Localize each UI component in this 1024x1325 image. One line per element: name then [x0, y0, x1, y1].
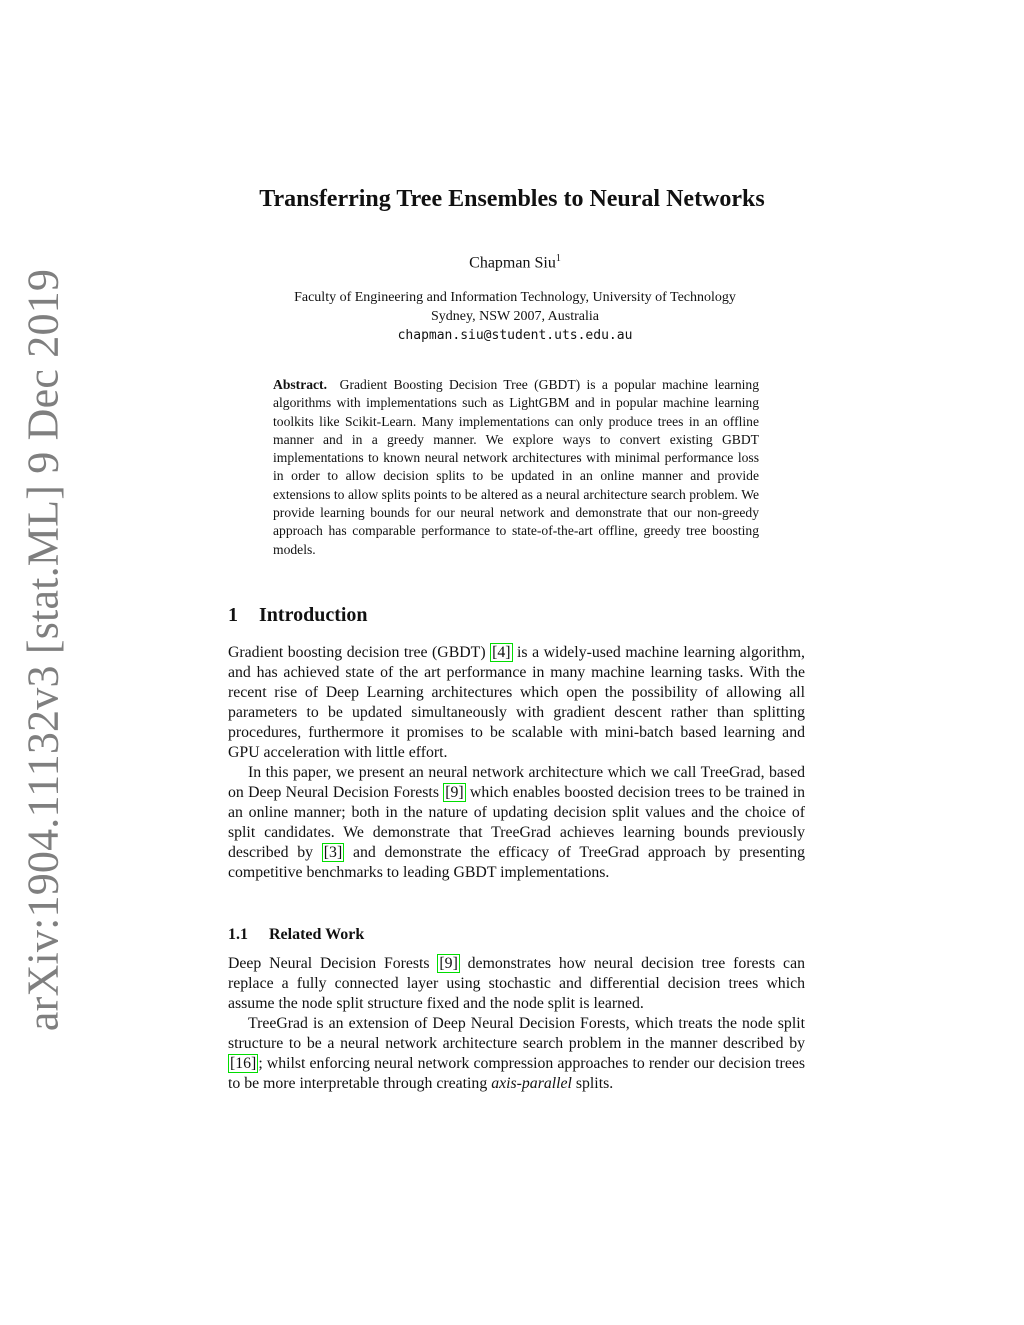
- related-work-paragraph-2: [228, 1014, 805, 1094]
- subsection-title: Related Work: [269, 926, 365, 943]
- abstract: [273, 376, 759, 559]
- paragraph-text: ; whilst enforcing neural network compression approaches to render our decision trees to be more interpretable through creating: [228, 1055, 805, 1092]
- section-heading-introduction: [228, 604, 368, 627]
- subsection-heading-related-work: [228, 926, 364, 944]
- paper-title: Transferring Tree Ensembles to Neural Networks: [259, 186, 765, 212]
- affiliation-line-2: Sydney, NSW 2007, Australia: [431, 309, 599, 324]
- intro-paragraph-1: [228, 643, 805, 763]
- abstract-text: Gradient Boosting Decision Tree (GBDT) is a popular machine learning algorithms with implementations such as LightGBM and in popular machine learning toolkits like Scikit-Learn. Many implementations can only produce trees in an offline manner and in a greedy manner. We explore ways to convert existing GBDT implementations to known neural network architectures with minimal performance loss in order to allow decision splits to be updated in an online manner and provide extensions to allow splits points to be altered as a neural architecture search problem. We provide learning bounds for our neural network and demonstrate that our non-greedy approach has comparable performance to state-of-the-art offline, greedy tree boosting models.: [273, 377, 759, 557]
- paragraph-text: is a widely-used machine learning algorithm, and has achieved state of the art performance in many machine learning tasks. With the recent rise of Deep Learning architectures which open the possibility of allowing all parameters to be updated simultaneously with gradient descent rather than splitting procedures, furthermore it promises to be scalable with mini-batch based learning and GPU acceleration with little effort.: [228, 644, 805, 761]
- paragraph-text: Deep Neural Decision Forests: [228, 955, 438, 972]
- citation-link[interactable]: [9]: [445, 784, 464, 801]
- emphasized-term: axis-parallel: [491, 1075, 572, 1092]
- related-work-paragraph-1: [228, 954, 805, 1014]
- paragraph-text: splits.: [571, 1075, 614, 1092]
- paragraph-text: TreeGrad is an extension of Deep Neural Decision Forests, which treats the node split structure to be a neural network architecture search problem in the manner described by: [228, 1015, 805, 1052]
- author-name: Chapman Siu: [469, 254, 556, 272]
- paragraph-text: which enables boosted decision trees to be trained in an online manner; both in the nature of updating decision split values and the choice of split candidates. We demonstrate that TreeGrad achieves learning bounds previously described by: [228, 784, 805, 861]
- citation-link[interactable]: [9]: [439, 955, 458, 972]
- paragraph-text: Gradient boosting decision tree (GBDT): [228, 644, 491, 661]
- abstract-label: Abstract.: [273, 377, 327, 392]
- affiliation-line-1: Faculty of Engineering and Information Technology, University of Technology: [294, 290, 736, 305]
- citation-link[interactable]: [3]: [323, 844, 343, 861]
- citation-link[interactable]: [4]: [492, 644, 511, 661]
- subsection-number: 1.1: [228, 926, 248, 943]
- intro-paragraph-2: [228, 763, 805, 883]
- paragraph-text: In this paper, we present an neural network architecture which we call TreeGrad, based on Deep Neural Decision Forests: [228, 764, 805, 801]
- author-affiliation-marker: 1: [555, 253, 561, 264]
- author-email: chapman.siu@student.uts.edu.au: [397, 328, 633, 343]
- section-title: Introduction: [259, 604, 368, 626]
- author-line: [0, 253, 1024, 272]
- citation-link[interactable]: [16]: [230, 1055, 257, 1072]
- paragraph-text: and demonstrate the efficacy of TreeGrad approach by presenting competitive benchmarks to leading GBDT implementations.: [228, 844, 805, 881]
- paragraph-text: demonstrates how neural decision tree forests can replace a fully connected layer using stochastic and differential decision trees which assume the node split structure fixed and the node split is learned.: [228, 955, 805, 1012]
- arxiv-identifier: arXiv:1904.11132v3 [stat.ML] 9 Dec 2019: [18, 268, 68, 1032]
- section-number: 1: [228, 604, 238, 626]
